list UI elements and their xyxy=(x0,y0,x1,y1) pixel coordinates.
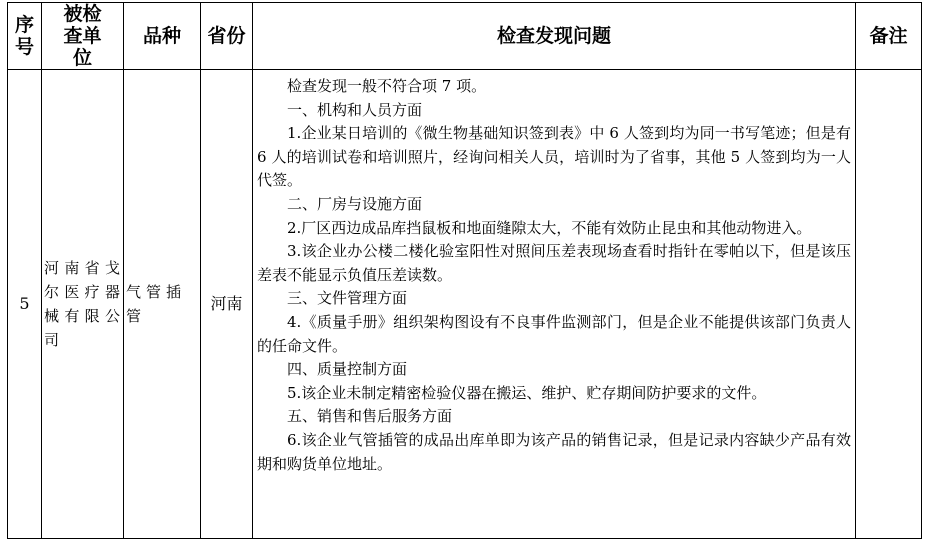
section-heading: 四、质量控制方面 xyxy=(287,360,408,379)
header-problems: 检查发现问题 xyxy=(253,3,856,70)
cell-unit: 河南省戈尔医疗器械有限公司 xyxy=(42,70,124,539)
header-remark: 备注 xyxy=(856,3,922,70)
header-row xyxy=(8,3,922,70)
problem-item: 2.厂区西边成品库挡鼠板和地面缝隙太大，不能有效防止昆虫和其他动物进入。 xyxy=(287,218,812,237)
section-heading: 五、销售和售后服务方面 xyxy=(287,407,453,426)
section-heading: 三、文件管理方面 xyxy=(287,289,408,308)
header-unit: 被检查单位 xyxy=(42,3,124,70)
cell-problems xyxy=(253,70,856,539)
header-variety: 品种 xyxy=(124,3,201,70)
problem-item: 1.企业某日培训的《微生物基础知识签到表》中 6 人签到均为同一书写笔迹；但是有 6 人的培训试卷和培训照片，经询问相关人员，培训时为了省事，其他 5 人签到均为一人代签。 xyxy=(257,124,851,190)
problem-item: 3.该企业办公楼二楼化验室阳性对照间压差表现场查看时指针在零帕以下，但是该压差表不能显示负值压差读数。 xyxy=(257,242,851,284)
table-row xyxy=(8,70,922,539)
problem-item: 4.《质量手册》组织架构图设有不良事件监测部门，但是企业不能提供该部门负责人的任命文件。 xyxy=(257,312,851,355)
section-heading: 一、机构和人员方面 xyxy=(287,100,423,119)
cell-remark xyxy=(856,70,922,539)
header-seq: 序号 xyxy=(8,3,42,70)
problem-item: 6.该企业气管插管的成品出库单即为该产品的销售记录，但是记录内容缺少产品有效期和购货单位地址。 xyxy=(257,430,851,473)
cell-seq: 5 xyxy=(8,70,42,539)
cell-province: 河南 xyxy=(201,70,253,539)
section-heading: 二、厂房与设施方面 xyxy=(287,194,423,213)
inspection-table xyxy=(7,2,922,539)
problem-item: 5.该企业未制定精密检验仪器在搬运、维护、贮存期间防护要求的文件。 xyxy=(287,383,767,402)
cell-variety: 气管插管 xyxy=(124,70,201,539)
problem-summary: 检查发现一般不符合项 7 项。 xyxy=(287,77,487,95)
header-province: 省份 xyxy=(201,3,253,70)
